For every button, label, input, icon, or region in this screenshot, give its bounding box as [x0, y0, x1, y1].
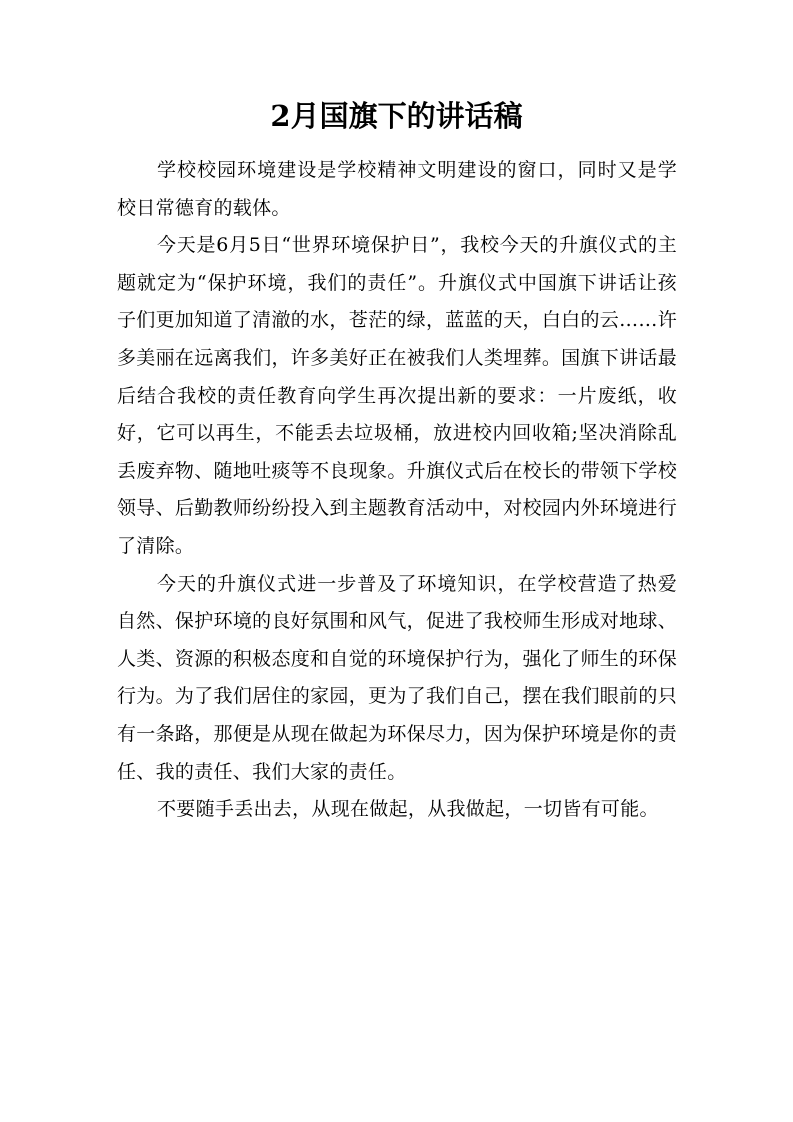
document-title: 2月国旗下的讲话稿	[270, 99, 523, 133]
paragraph-2: 今天是6月5日“世界环境保护日”，我校今天的升旗仪式的主题就定为“保护环境，我们的责任”。升旗仪式中国旗下讲话让孩子们更加知道了清澈的水，苍茫的绿，蓝蓝的天，白白的云……许多美丽在远离我们，许多美好正在被我们人类埋葬。国旗下讲话最后结合我校的责任教育向学生再次提出新的要求：一片废纸，收好，它可以再生，不能丢去垃圾桶，放进校内回收箱;坚决消除乱丢废弃物、随地吐痰等不良现象。升旗仪式后在校长的带领下学校领导、后勤教师纷纷投入到主题教育活动中，对校园内外环境进行了清除。	[117, 234, 677, 557]
paragraph-4: 不要随手丢出去，从现在做起，从我做起，一切皆有可能。	[157, 798, 659, 821]
document-body	[117, 152, 677, 829]
paragraph-3: 今天的升旗仪式进一步普及了环境知识，在学校营造了热爱自然、保护环境的良好氛围和风气，促进了我校师生形成对地球、人类、资源的积极态度和自觉的环境保护行为，强化了师生的环保行为。为了我们居住的家园，更为了我们自己，摆在我们眼前的只有一条路，那便是从现在做起为环保尽力，因为保护环境是你的责任、我的责任、我们大家的责任。	[117, 572, 677, 783]
paragraph-1: 学校校园环境建设是学校精神文明建设的窗口，同时又是学校日常德育的载体。	[117, 159, 677, 219]
